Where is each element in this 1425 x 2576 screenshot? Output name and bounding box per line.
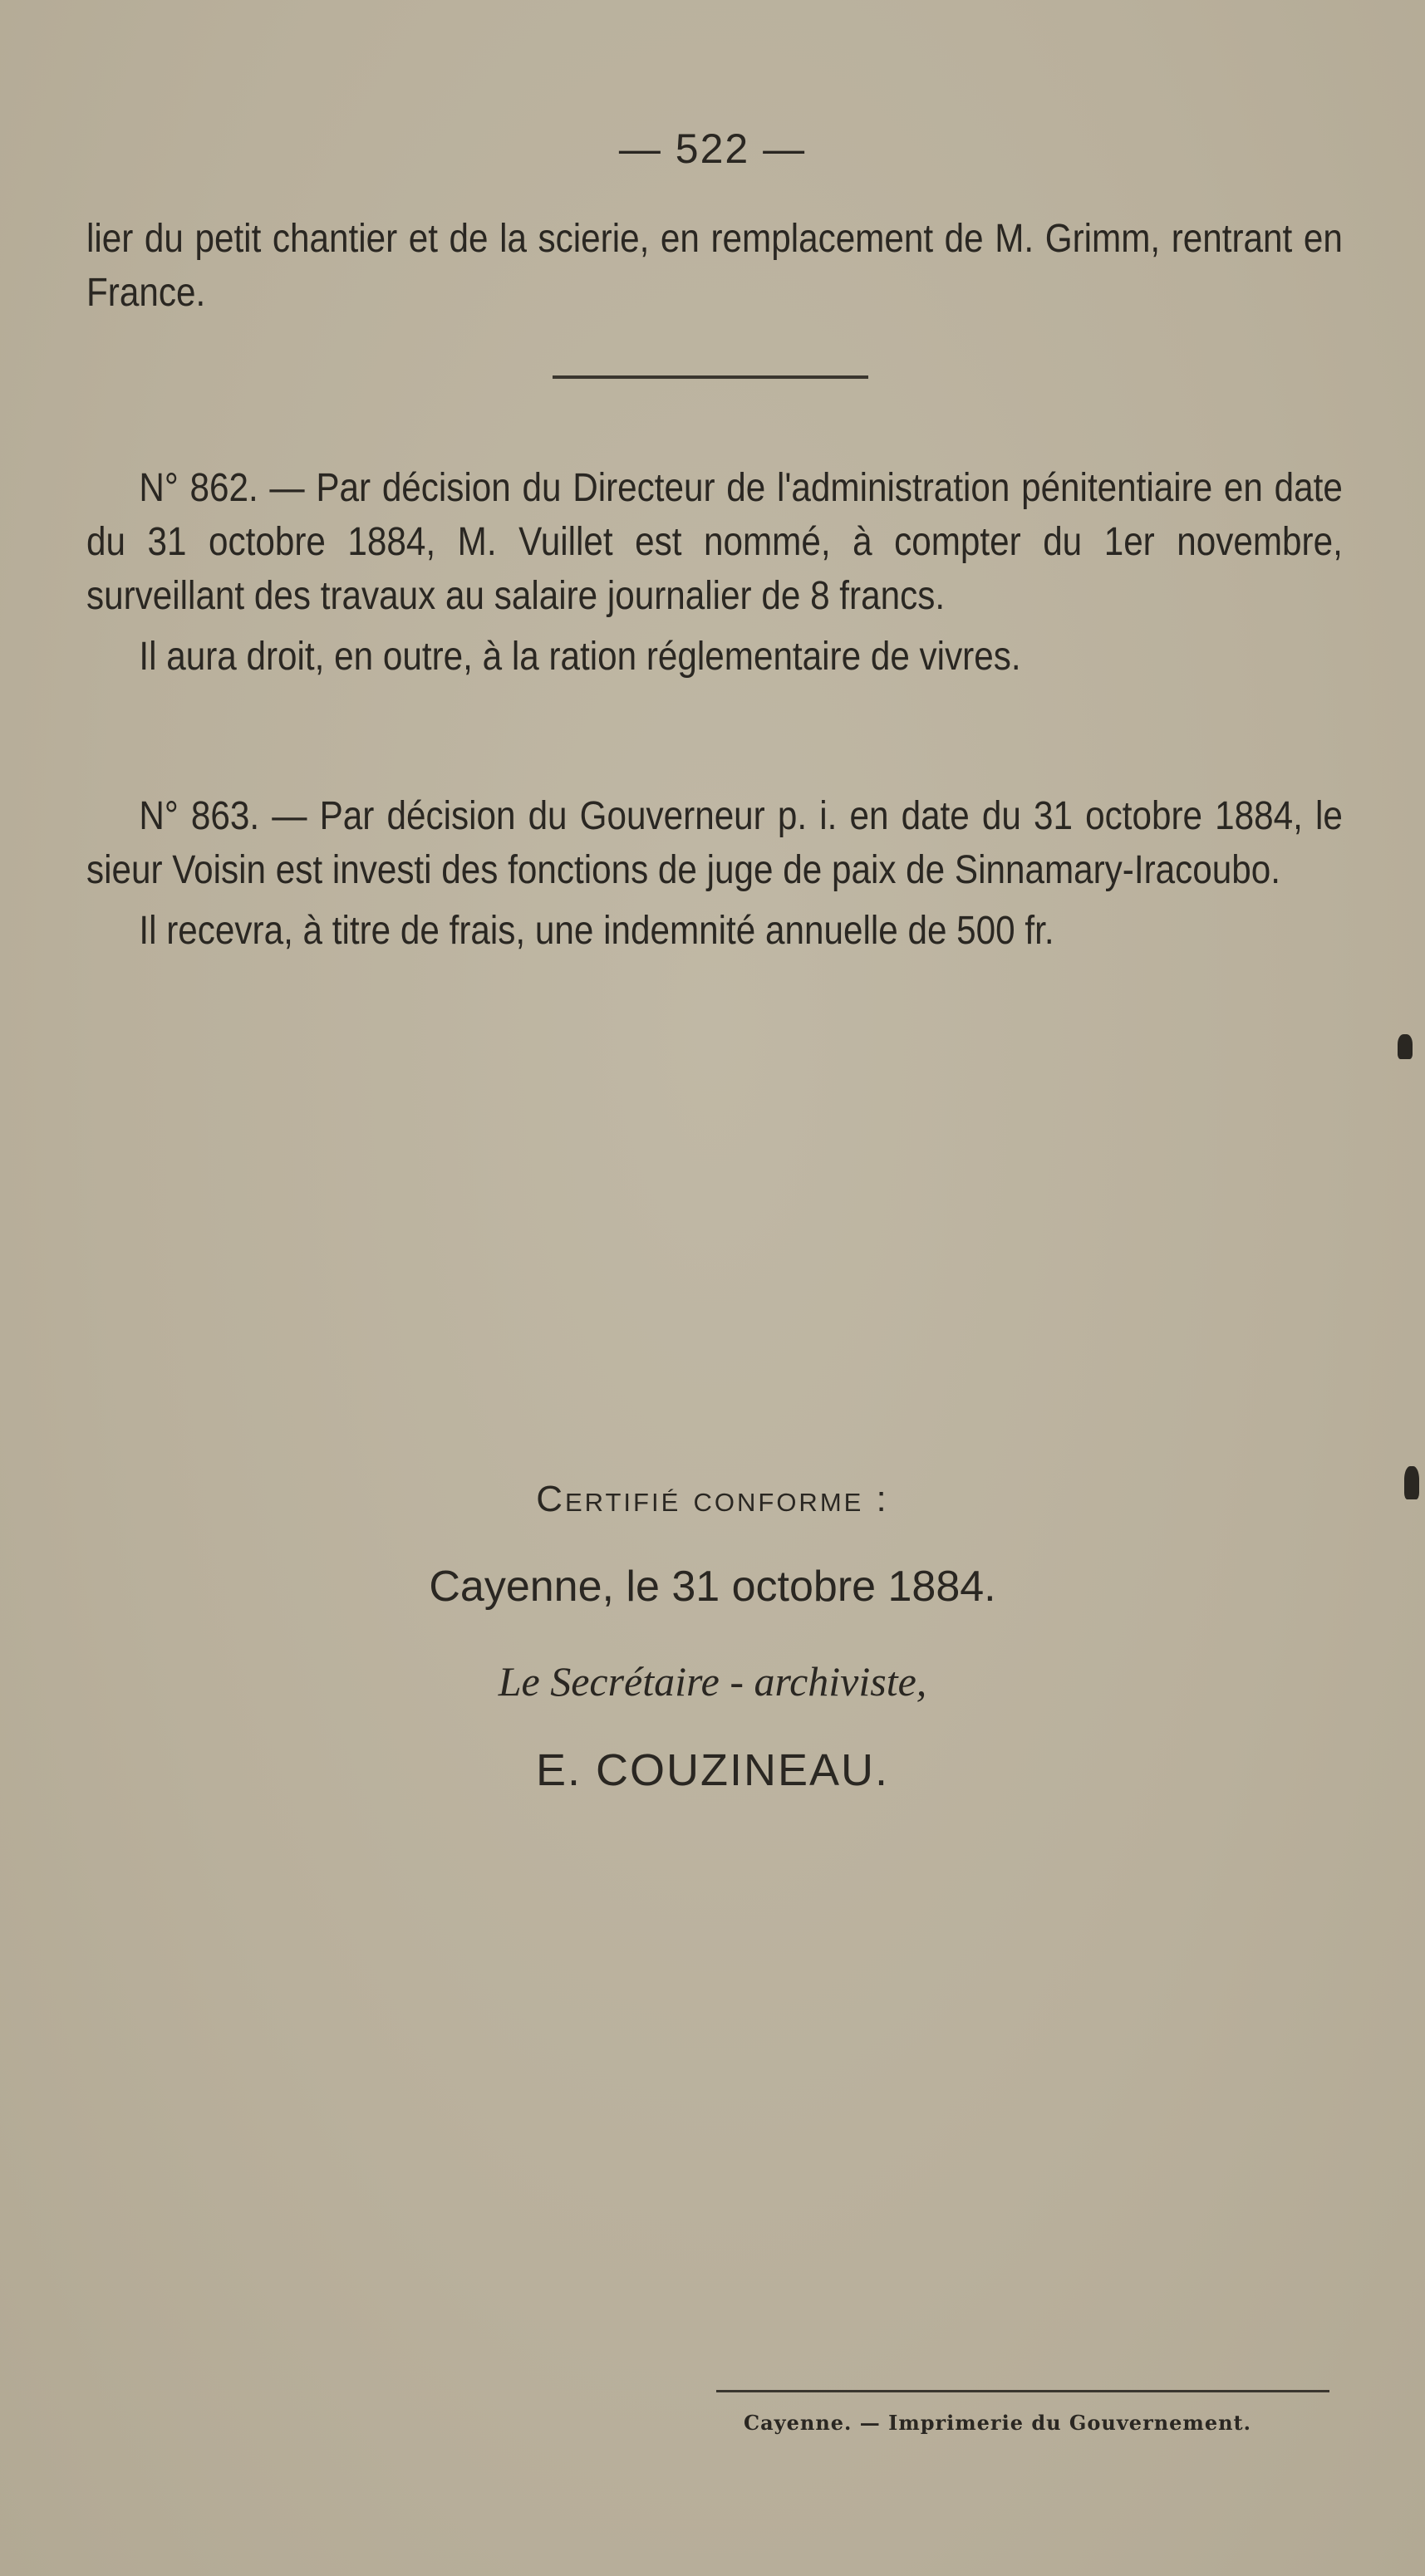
entry-863-body: — Par décision du Gouverneur p. i. en date du 31 octobre 1884, le sieur Voisin est investi des fonctions de juge de paix de Sinnamary-Iracoubo. — [86, 794, 1343, 892]
entry-863 — [86, 789, 1343, 958]
entry-862-note: Il aura droit, en outre, à la ration réglementaire de vivres. — [139, 635, 1021, 679]
entry-863-note: Il recevra, à titre de frais, une indemnité annuelle de 500 fr. — [139, 909, 1054, 953]
continuation-text: lier du petit chantier et de la scierie, en remplacement de M. Grimm, rentrant en France. — [86, 217, 1343, 315]
certification-title: Le Secrétaire - archiviste, — [498, 1658, 927, 1705]
page-number: — 522 — — [618, 125, 807, 172]
footer-divider — [716, 2390, 1329, 2392]
entry-862-body: — Par décision du Directeur de l'administration pénitentiaire en date du 31 octobre 1884, M. Vuillet est nommé, à compter du 1er novembre, surveillant des travaux au salaire journalier de 8 francs. — [86, 466, 1343, 618]
printer-imprint: Cayenne. — Imprimerie du Gouvernement. — [744, 2411, 1251, 2435]
entry-862-text — [86, 461, 1343, 623]
entry-863-text — [86, 789, 1343, 897]
certification-signatory: E. COUZINEAU. — [535, 1745, 890, 1795]
continuation-paragraph — [86, 212, 1343, 320]
certification-place-date: Cayenne, le 31 octobre 1884. — [429, 1563, 996, 1611]
entry-862-number: N° 862. — [139, 466, 258, 510]
certification-heading: Certifié conforme : — [536, 1479, 889, 1519]
section-divider — [553, 375, 868, 379]
margin-ink-mark — [1404, 1466, 1419, 1499]
entry-862 — [86, 461, 1343, 684]
margin-ink-mark — [1398, 1034, 1413, 1059]
entry-863-number: N° 863. — [139, 794, 260, 838]
